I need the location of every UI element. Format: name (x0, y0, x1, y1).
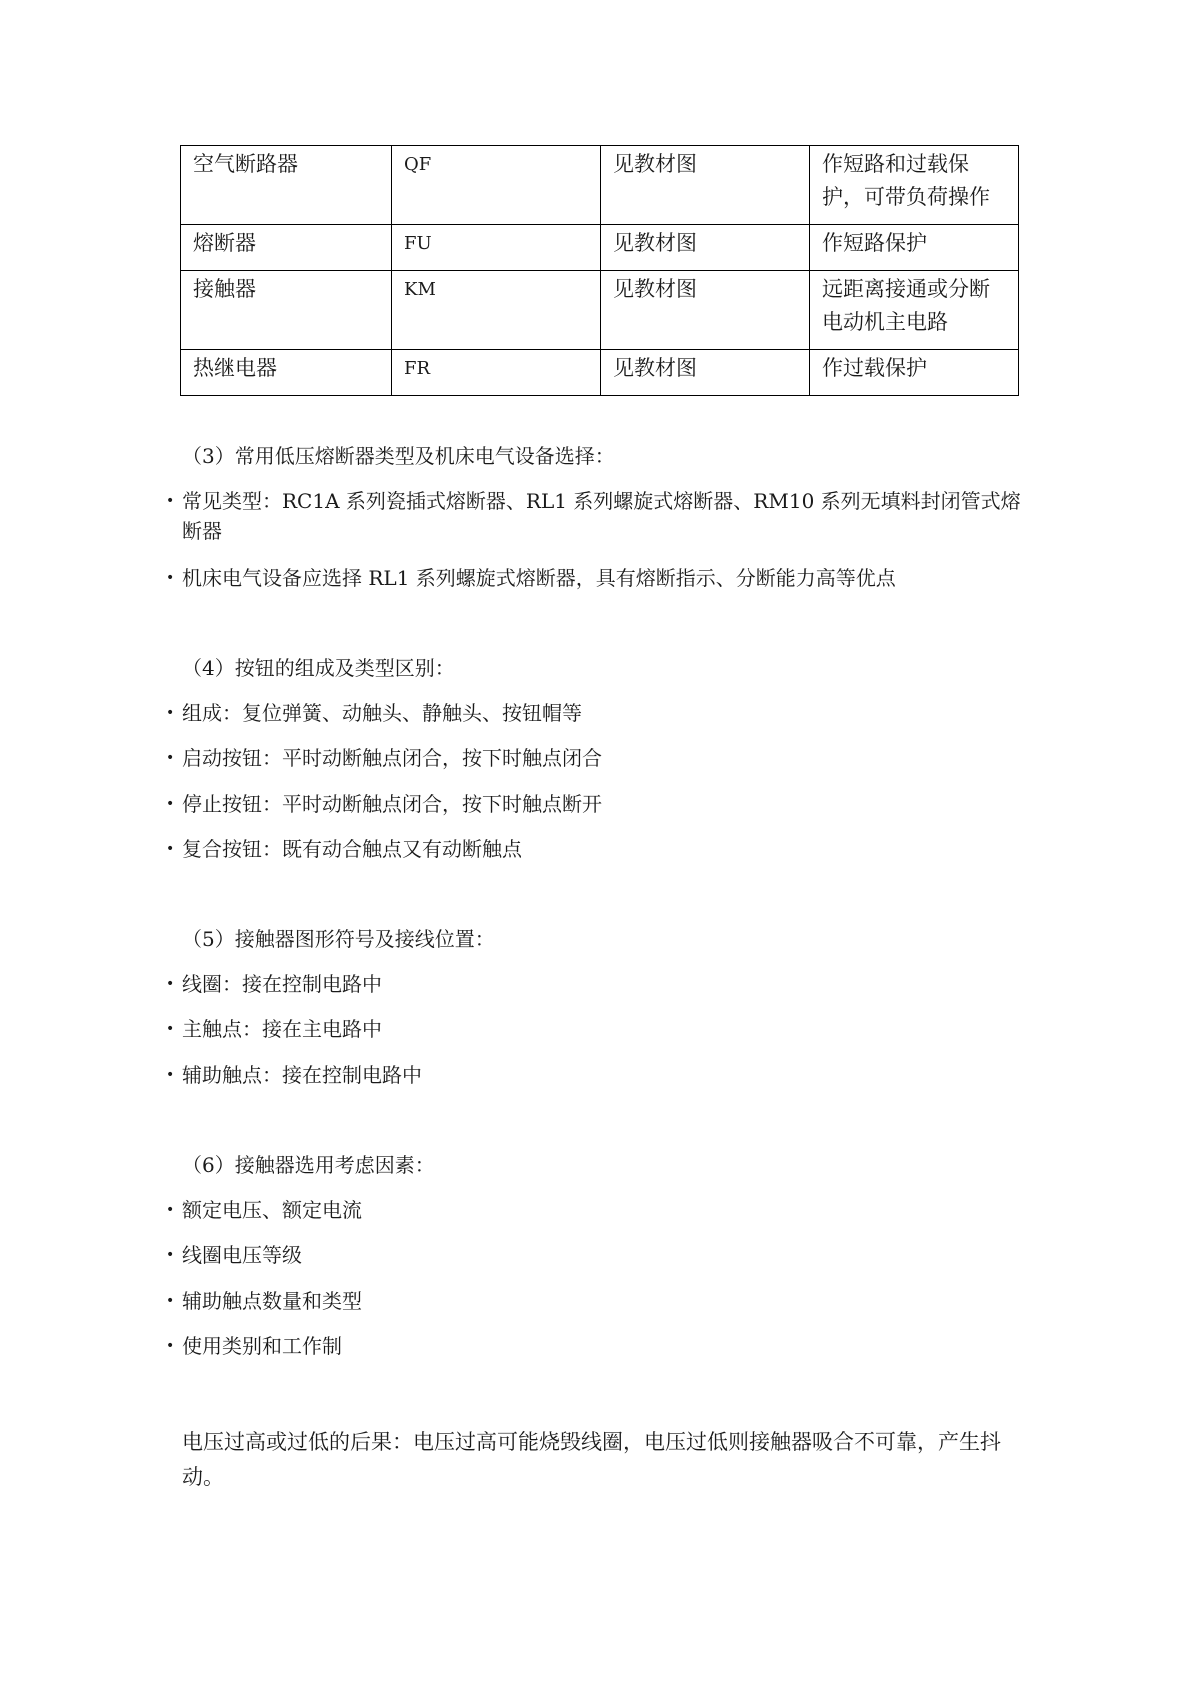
components-table (180, 145, 1019, 396)
table-row (181, 350, 1019, 396)
list-item-text: 额定电压、额定电流 (182, 1198, 362, 1222)
list-item (166, 698, 1026, 728)
bullet-icon: • (166, 1247, 175, 1263)
bullet-icon: • (166, 1067, 175, 1083)
list-item (166, 969, 1026, 999)
list-item (166, 834, 1026, 864)
list-item (166, 1286, 1026, 1316)
list-item-text: 使用类别和工作制 (182, 1334, 342, 1358)
component-function-cell: 作短路和过载保护，可带负荷操作 (810, 146, 1019, 225)
bullet-icon: • (166, 1202, 175, 1218)
list-item-text: 辅助触点数量和类型 (182, 1289, 362, 1313)
bullet-icon: • (166, 1021, 175, 1037)
list-item-text: 组成：复位弹簧、动触头、静触头、按钮帽等 (182, 701, 582, 725)
list-item-text: 常见类型：RC1A 系列瓷插式熔断器、RL1 系列螺旋式熔断器、RM10 系列无填料封闭管式熔断器 (182, 489, 1021, 543)
section-heading: （3）常用低压熔断器类型及机床电气设备选择： (182, 444, 615, 468)
list-item (166, 1331, 1026, 1361)
bullet-icon: • (166, 796, 175, 812)
list-item (166, 1060, 1026, 1090)
list-item (166, 1195, 1026, 1225)
component-figure-cell: 见教材图 (601, 271, 810, 350)
bullet-icon: • (166, 1293, 175, 1309)
list-item (166, 486, 1026, 546)
bullet-icon: • (166, 1338, 175, 1354)
list-item-text: 线圈：接在控制电路中 (182, 972, 382, 996)
list-item (166, 1014, 1026, 1044)
list-item-text: 机床电气设备应选择 RL1 系列螺旋式熔断器，具有熔断指示、分断能力高等优点 (182, 566, 896, 590)
bullet-icon: • (166, 750, 175, 766)
closing-paragraph: 电压过高或过低的后果：电压过高可能烧毁线圈，电压过低则接触器吸合不可靠，产生抖动。 (182, 1430, 1001, 1489)
table-row (181, 271, 1019, 350)
section-heading: （6）接触器选用考虑因素： (182, 1153, 435, 1177)
bullet-icon: • (166, 841, 175, 857)
component-function-cell: 远距离接通或分断电动机主电路 (810, 271, 1019, 350)
list-item-text: 启动按钮：平时动断触点闭合，按下时触点闭合 (182, 746, 602, 770)
list-item (166, 743, 1026, 773)
bullet-icon: • (166, 493, 175, 509)
bullet-icon: • (166, 570, 175, 586)
component-name-cell: 接触器 (181, 271, 392, 350)
section-heading: （5）接触器图形符号及接线位置： (182, 927, 495, 951)
component-figure-cell: 见教材图 (601, 225, 810, 271)
component-code-cell: KM (392, 271, 601, 350)
component-function-cell: 作短路保护 (810, 225, 1019, 271)
list-item-text: 停止按钮：平时动断触点闭合，按下时触点断开 (182, 792, 602, 816)
component-code-cell: QF (392, 146, 601, 225)
list-item (166, 563, 1026, 593)
section-heading: （4）按钮的组成及类型区别： (182, 656, 455, 680)
list-item-text: 辅助触点：接在控制电路中 (182, 1063, 422, 1087)
list-item (166, 789, 1026, 819)
bullet-icon: • (166, 705, 175, 721)
component-code-cell: FU (392, 225, 601, 271)
component-figure-cell: 见教材图 (601, 350, 810, 396)
component-name-cell: 热继电器 (181, 350, 392, 396)
component-name-cell: 空气断路器 (181, 146, 392, 225)
bullet-icon: • (166, 976, 175, 992)
component-code-cell: FR (392, 350, 601, 396)
table-row (181, 146, 1019, 225)
component-function-cell: 作过载保护 (810, 350, 1019, 396)
component-name-cell: 熔断器 (181, 225, 392, 271)
component-figure-cell: 见教材图 (601, 146, 810, 225)
list-item-text: 复合按钮：既有动合触点又有动断触点 (182, 837, 522, 861)
table-row (181, 225, 1019, 271)
list-item-text: 主触点：接在主电路中 (182, 1017, 382, 1041)
list-item-text: 线圈电压等级 (182, 1243, 302, 1267)
list-item (166, 1240, 1026, 1270)
